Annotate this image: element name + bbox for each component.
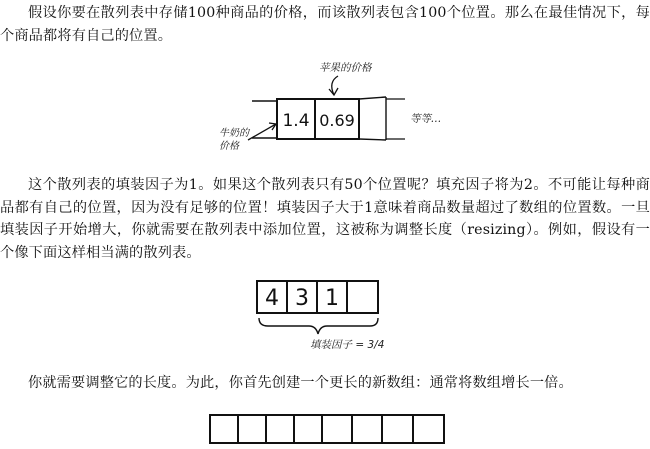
array-cell xyxy=(352,415,382,443)
array-cell xyxy=(413,415,444,443)
paragraph-resize-text: 你就需要调整它的长度。为此，你首先创建一个更长的新数组：通常将数组增长一倍。 xyxy=(28,375,573,391)
array-cell xyxy=(266,415,294,443)
table-cell xyxy=(347,281,378,313)
cell-value-apple: 0.69 xyxy=(319,111,355,130)
cell-value-milk: 1.4 xyxy=(282,111,310,131)
figure-load-factor-table xyxy=(257,281,378,334)
paragraph-load-factor-text: 这个散列表的填装因子为1。如果这个散列表只有50个位置呢？填充因子将为2。不可能让每种商品都有自己的位置，因为没有足够的位置！填装因子大于1意味着商品数量超过了数组的位置数。一旦填装因子开始增大，你就需要在散列表中添加位置，这被称为调整长度（resizing）。例如，假设有一个像下面这样相当满的散列表。 xyxy=(0,177,650,261)
paragraph-intro-text: 假设你要在散列表中存储100种商品的价格，而该散列表包含100个位置。那么在最佳情况下，每个商品都将有自己的位置。 xyxy=(0,5,650,44)
cell-value: 3 xyxy=(295,286,309,311)
array-cell xyxy=(322,415,352,443)
label-milk-price-line2: 价格 xyxy=(219,141,239,152)
array-cell xyxy=(382,415,413,443)
label-load-factor: 填装因子 = 3/4 xyxy=(310,339,385,351)
cell-value: 4 xyxy=(265,286,279,311)
array-cell xyxy=(238,415,266,443)
label-milk-price-line1: 牛奶的 xyxy=(219,128,249,139)
paragraph-resize xyxy=(0,372,650,395)
label-milk-price xyxy=(219,127,249,153)
label-apple-price: 苹果的价格 xyxy=(319,62,372,74)
cell-value: 1 xyxy=(325,286,339,311)
array-cell xyxy=(294,415,322,443)
label-etc: 等等… xyxy=(410,113,442,125)
paragraph-load-factor xyxy=(0,174,650,264)
array-cell xyxy=(210,415,238,443)
arrow-apple xyxy=(332,76,338,95)
figure-new-array xyxy=(210,415,444,443)
brace xyxy=(259,318,378,334)
